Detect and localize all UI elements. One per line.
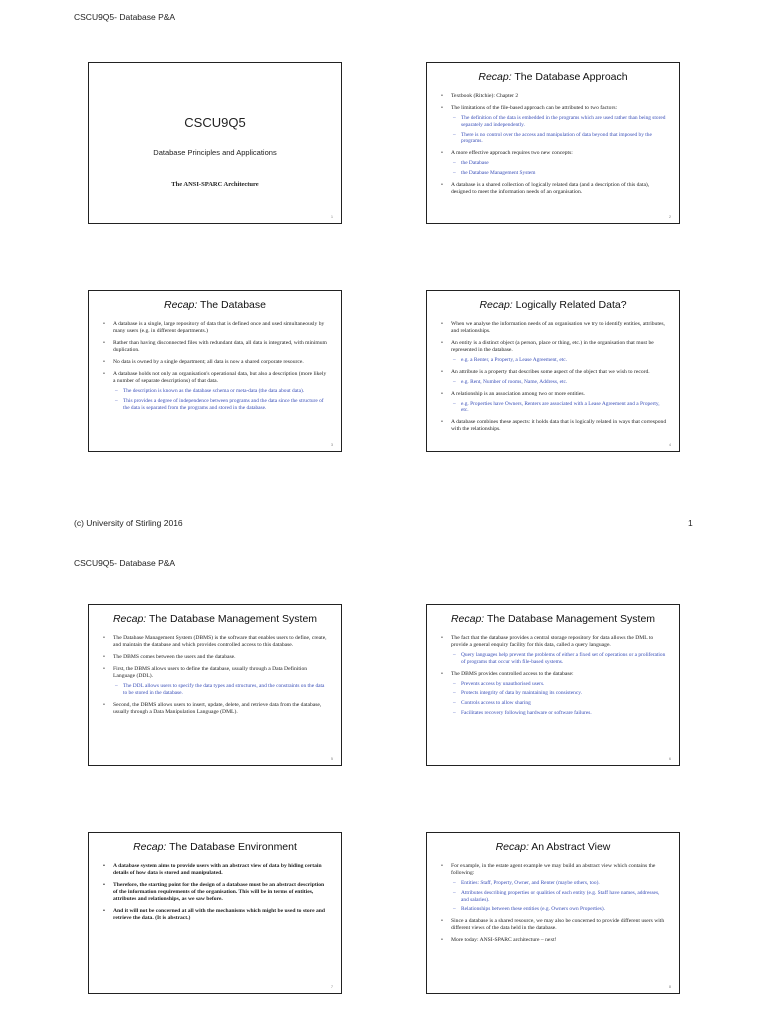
bullet-text: A database is a single, large repository of data that is defined once and used simultaneously by many users (e.g. in different departments.) [113,321,325,334]
slide-title-prefix: Recap: [133,841,167,853]
page-header: CSCU9Q5- Database P&A [74,12,176,22]
bullet-item [101,321,329,335]
slide-title [101,299,329,311]
slide-number: 3 [331,443,333,447]
sub-bullet-item: – Controls access to allow sharing [451,700,667,707]
bullet-text: The limitations of the file-based approach can be attributed to two factors: [451,105,618,111]
bullet-list [439,93,667,196]
bullet-text: The DBMS provides controlled access to the database: [451,670,574,677]
bullet-text: When we analyse the information needs of an organisation we try to identify entities, attributes, and relationships. [451,321,665,334]
bullet-item [101,882,329,903]
sub-bullet-item: – e.g. a Renter, a Property, a Lease Agreement, etc. [451,357,667,364]
bullet-text: Second, the DBMS allows users to insert, update, delete, and retrieve data from the database, usually through a Data Manipulation Language (DML). [113,701,322,715]
bullet-item [439,918,667,932]
slide-title: CSCU9Q5 [184,115,246,130]
bullet-item [439,150,667,177]
slide-number: 8 [669,985,671,989]
bullet-list [439,635,667,717]
bullet-item [101,702,329,716]
bullet-text: Rather than having disconnected files with redundant data, all data is integrated, with minimum duplication. [113,340,327,353]
bullet-item [101,635,329,649]
sub-bullet-list [451,357,667,364]
slide-5 [88,604,342,766]
bullet-list [439,863,667,944]
slide-2 [426,62,680,224]
slide-topic: The ANSI-SPARC Architecture [171,181,259,188]
bullet-item [439,419,667,433]
slide-title-text: The Database Management System [146,613,318,625]
sub-bullet-item: – Relationships between these entities (e.g. Owners own Properties). [451,906,667,913]
slide-title-text: An Abstract View [528,841,611,853]
bullet-item [439,369,667,386]
bullet-item [101,863,329,877]
bullet-item [439,391,667,415]
sub-bullet-item: – Attributes describing properties or qualities of each entity (e.g. Staff have names, addresses, and salaries). [451,890,667,904]
sub-bullet-item: – the Database [451,160,667,167]
bullet-text: The Database Management System (DBMS) is the software that enables users to define, create, and maintain the database and which provides controlled access to this database. [113,635,327,648]
bullet-item [439,105,667,145]
bullet-item [439,321,667,335]
bullet-item [439,863,667,913]
bullet-list [101,321,329,411]
bullet-item [101,359,329,366]
bullet-list [439,321,667,433]
slide-number: 2 [669,215,671,219]
bullet-text: A database is a shared collection of logically related data (and a description of this data), designed to meet the information needs of an organisation. [451,181,650,195]
bullet-text: A database holds not only an organisation's operational data, but also a description (more likely a number of separate descriptions) of that data. [113,371,327,384]
slide-title-prefix: Recap: [112,613,147,625]
bullet-text: The fact that the database provides a central storage repository for data allows the DML to provide a general enquiry facility for this data, called a query language. [451,635,654,648]
sub-bullet-item: – The DDL allows users to specify the data types and structures, and the constraints on the data to be stored in the database. [113,683,329,697]
slide-3 [88,290,342,452]
bullet-text: For example, in the estate agent example we may build an abstract view which contains the following: [451,863,656,876]
slide-4 [426,290,680,452]
slide-number: 1 [331,215,333,219]
sub-bullet-list [451,652,667,666]
slide-title-prefix: Recap: [495,841,529,853]
bullet-text: A relationship is an association among two or more entities. [451,390,585,397]
slide-title-text: Logically Related Data? [512,299,627,311]
sub-bullet-item: – Facilitates recovery following hardware or software failures. [451,710,667,717]
sub-bullet-item: – Entities: Staff, Property, Owner, and Renter (maybe others, too). [451,880,667,887]
slide-title [101,613,329,625]
bullet-item [439,340,667,364]
bullet-text: Since a database is a shared resource, we may also be concerned to provide different users with different views of the data held in the database. [451,918,665,932]
sub-bullet-list [451,401,667,415]
bullet-item [101,666,329,697]
slide-7 [88,832,342,994]
sub-bullet-list [451,115,667,145]
sub-bullet-item: – Prevents access by unauthorised users. [451,681,667,688]
sub-bullet-list [113,683,329,697]
bullet-text: An attribute is a property that describes some aspect of the object that we wish to record. [451,368,650,375]
slide-number: 5 [331,757,333,761]
slide-subtitle: Database Principles and Applications [153,148,277,157]
bullet-item [101,654,329,661]
slide-title [439,299,667,311]
sub-bullet-list [451,160,667,177]
slide-1 [88,62,342,224]
sub-bullet-item: – There is no control over the access and manipulation of data beyond that imposed by the programs. [451,132,667,146]
sub-bullet-item: – e.g. Properties have Owners, Renters are associated with a Lease Agreement and a Property, etc. [451,401,667,415]
slide-title-text: The Database Approach [511,71,628,83]
bullet-text: An entity is a distinct object (a person, place or thing, etc.) in the organisation that must be represented in the database. [451,340,654,353]
bullet-text: More today: ANSI-SPARC architecture – next! [451,937,557,944]
sub-bullet-item: – Protects integrity of data by maintaining its consistency. [451,690,667,697]
bullet-text: The DBMS comes between the users and the database. [113,654,236,660]
sub-bullet-list [451,379,667,386]
slide-title-text: The Database Environment [166,841,297,853]
sub-bullet-item: – the Database Management System [451,170,667,177]
bullet-item [439,93,667,100]
slide-title-prefix: Recap: [479,299,513,311]
bullet-item [439,635,667,666]
page-header-2: CSCU9Q5- Database P&A [74,558,176,568]
page-footer-left: (c) University of Stirling 2016 [74,518,183,528]
bullet-item [439,937,667,944]
slide-number: 4 [669,443,671,447]
bullet-item [101,908,329,922]
bullet-text: Therefore, the starting point for the design of a database must be an abstract description of the information requirements of the organisation. This will be in terms of entities, attributes and relationships, as we saw before. [113,882,325,902]
slide-number: 7 [331,985,333,989]
slide-title-prefix: Recap: [478,71,512,83]
slide-title-text: The Database [197,299,266,311]
slide-number: 6 [669,757,671,761]
bullet-text: And it will not be concerned at all with the mechanisms which might be used to store and retrieve the data. (It is abstract.) [113,908,325,921]
bullet-text: First, the DBMS allows users to define the database, usually through a Data Definition Language (DDL). [113,666,308,679]
bullet-item [101,340,329,354]
slide-title-prefix: Recap: [164,299,198,311]
page-footer-right: 1 [688,518,693,528]
bullet-item [439,671,667,717]
bullet-text: Textbook (Ritchie): Chapter 2 [451,93,519,99]
sub-bullet-list [451,880,667,913]
sub-bullet-list [451,681,667,717]
sub-bullet-item: – Query languages help prevent the problems of either a fixed set of operations or a proliferation of programs that occur with file-based systems. [451,652,667,666]
bullet-text: A database system aims to provide users with an abstract view of data by hiding certain details of how data is stored and manipulated. [113,863,322,876]
slide-title [439,71,667,83]
slide-6 [426,604,680,766]
bullet-text: No data is owned by a single department; all data is now a shared corporate resource. [113,359,304,365]
slide-title-text: The Database Management System [484,613,656,625]
sub-bullet-list [113,388,329,411]
bullet-list [101,863,329,922]
bullet-text: A more effective approach requires two new concepts: [451,150,573,157]
slide-title-prefix: Recap: [450,613,485,625]
sub-bullet-item: – The definition of the data is embedded in the programs which are used rather than being stored separately and independently. [451,115,667,129]
slide-title [439,613,667,625]
sub-bullet-item: – This provides a degree of independence between programs and the data since the structure of the data is separated from the programs and stored in the database. [113,398,329,412]
slide-title [101,841,329,853]
sub-bullet-item: – e.g. Rent, Number of rooms, Name, Address, etc. [451,379,667,386]
bullet-item [439,182,667,196]
bullet-text: A database combines these aspects: it holds data that is logically related in ways that correspond with the relationships. [451,419,667,433]
bullet-item [101,371,329,411]
bullet-list [101,635,329,716]
slide-title [439,841,667,853]
sub-bullet-item: – The description is known as the database schema or meta-data (the data about data). [113,388,329,395]
slide-8 [426,832,680,994]
